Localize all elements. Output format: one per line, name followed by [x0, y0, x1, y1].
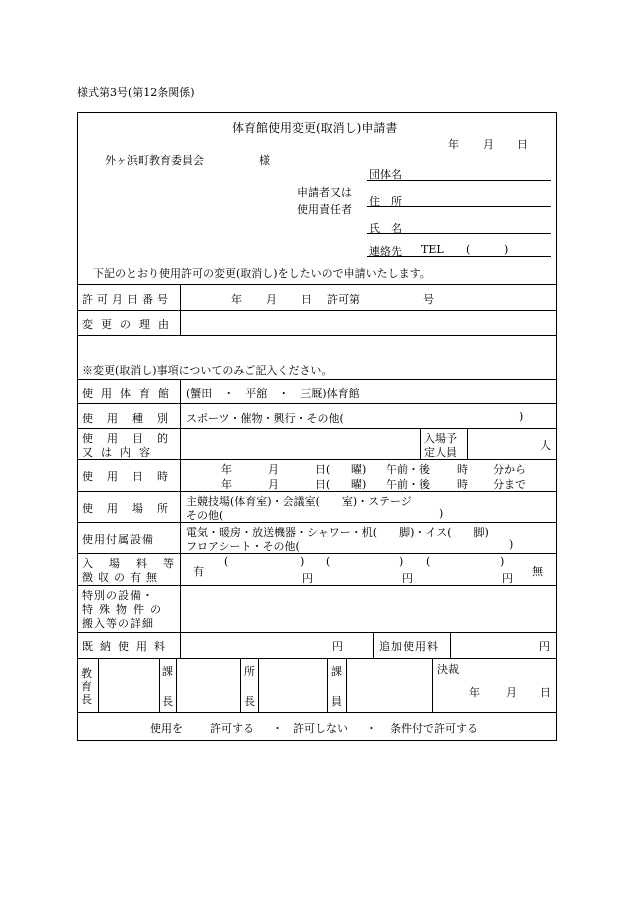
address-line[interactable]: [367, 206, 551, 207]
special-label-1: 特別の設備・: [82, 589, 154, 602]
shocho-2: 長: [244, 695, 255, 708]
type-label: 使用種別: [82, 412, 182, 425]
gym-label: 使用体育館: [82, 387, 177, 400]
kain-1: 課: [331, 665, 342, 678]
purpose-label-2: 又は内容: [82, 446, 158, 459]
contact-label: 連絡先: [369, 245, 402, 258]
name-line[interactable]: [367, 233, 551, 234]
contact-line[interactable]: [367, 256, 551, 257]
dt2-ampm: 午前・後: [386, 478, 430, 491]
entrants-label-1: 入場予: [424, 432, 457, 445]
row-divider: [77, 403, 557, 404]
dt1-year: 年: [221, 463, 232, 476]
fee-paren-2: ): [300, 555, 305, 568]
col-divider: [450, 632, 451, 658]
result-label: 使用を: [150, 722, 183, 735]
fee-label-1: 入場料等: [82, 557, 190, 570]
kessai-year: 年: [469, 686, 480, 699]
purpose-label-1: 使用目的: [82, 432, 182, 445]
row-divider: [77, 335, 557, 336]
result-permit[interactable]: 許可する: [210, 722, 254, 735]
addressee: 外ヶ浜町教育委員会: [105, 154, 204, 167]
col-divider: [98, 658, 99, 712]
result-sep-2: ・: [366, 722, 377, 735]
group-name-line[interactable]: [367, 180, 551, 181]
equipment-close: ): [509, 538, 514, 551]
group-name-label: 団体名: [369, 168, 402, 181]
col-divider: [180, 284, 181, 310]
row-divider: [77, 553, 557, 554]
entrants-label-2: 定人員: [424, 446, 457, 459]
dt1-min: 分から: [493, 463, 526, 476]
col-divider: [467, 428, 468, 459]
shocho-1: 所: [244, 665, 255, 678]
intro-text: 下記のとおり使用許可の変更(取消し)をしたいので申請いたします。: [93, 267, 431, 280]
paid-label: 既納使用料: [82, 640, 172, 653]
fee-yen-3: 円: [502, 572, 513, 585]
dt1-day: 日(: [315, 463, 331, 476]
fee-label-2: 徴収の有無: [82, 571, 162, 584]
dt1-hour: 時: [457, 463, 468, 476]
dt2-hour: 時: [457, 478, 468, 491]
kyoikucho-3: 長: [81, 693, 92, 706]
result-sep-1: ・: [272, 722, 283, 735]
special-label-2: 特殊物件の: [82, 603, 167, 616]
col-divider: [240, 658, 241, 712]
dt2-min: 分まで: [493, 478, 526, 491]
fee-paren-5: (: [426, 555, 431, 568]
col-divider: [180, 310, 181, 335]
permit-label: [82, 291, 174, 307]
kyoikucho-2: 育: [81, 680, 92, 693]
equipment-label: 使用付属設備: [82, 533, 154, 546]
tel-label: TEL: [421, 243, 444, 256]
tel-paren-open: (: [466, 243, 471, 256]
equipment-line1: 電気・暖房・放送機器・シャワー・机( 脚)・イス( 脚): [186, 526, 489, 539]
note-text: ※変更(取消し)事項についてのみご記入ください。: [82, 364, 333, 377]
fee-yen-2: 円: [402, 572, 413, 585]
permit-no-label: 許可第: [327, 293, 360, 306]
name-label: 氏 名: [369, 222, 402, 235]
permit-year: 年: [231, 293, 242, 306]
fee-yes: 有: [193, 565, 204, 578]
extra-yen: 円: [539, 640, 550, 653]
kessai-month: 月: [506, 686, 517, 699]
result-deny[interactable]: 許可しない: [293, 722, 348, 735]
kyoikucho-1: 教: [81, 667, 92, 680]
extra-fee-label: 追加使用料: [379, 640, 439, 653]
dt1-month: 月: [268, 463, 279, 476]
entrants-unit: 人: [540, 439, 551, 452]
date-day: 日: [517, 138, 528, 151]
dt2-month: 月: [268, 478, 279, 491]
dt2-day: 日(: [315, 478, 331, 491]
col-divider: [258, 658, 259, 712]
permit-day: 日: [301, 293, 312, 306]
address-label: 住 所: [369, 195, 402, 208]
equipment-line2: フロアシート・その他(: [186, 540, 300, 553]
dt1-ampm: 午前・後: [386, 463, 430, 476]
permit-label-text: 許可月日番号: [82, 293, 172, 306]
special-label-3: 搬入等の詳細: [82, 617, 154, 630]
kacho-2: 長: [162, 695, 173, 708]
type-close: ): [519, 410, 524, 423]
row-divider: [77, 522, 557, 523]
row-divider: [77, 310, 557, 311]
date-month: 月: [483, 138, 494, 151]
paid-yen: 円: [332, 640, 343, 653]
col-divider: [420, 428, 421, 459]
fee-paren-1: (: [224, 555, 229, 568]
type-value: スポーツ・催物・興行・その他(: [186, 412, 344, 425]
kacho-1: 課: [162, 665, 173, 678]
gym-value: (蟹田 ・ 平舘 ・ 三厩)体育館: [186, 387, 360, 400]
row-divider: [77, 379, 557, 380]
col-divider: [373, 632, 374, 658]
datetime-label: 使用日時: [82, 470, 182, 483]
kessai-day: 日: [540, 686, 551, 699]
place-line1: 主競技場(体育室)・会議室( 室)・ステージ: [186, 495, 412, 508]
dt2-weekday: 曜): [351, 478, 367, 491]
kessai-label: 決裁: [437, 663, 459, 676]
row-divider: [77, 632, 557, 633]
place-close: ): [439, 507, 444, 520]
place-line2: その他(: [186, 509, 224, 522]
dt2-year: 年: [221, 478, 232, 491]
addressee-honorific: 様: [259, 154, 270, 167]
date-year: 年: [448, 138, 459, 151]
row-divider: [77, 712, 557, 713]
row-divider: [77, 658, 557, 659]
kain-2: 員: [331, 695, 342, 708]
col-divider: [432, 658, 433, 712]
tel-paren-close: ): [504, 243, 509, 256]
fee-paren-4: ): [399, 555, 404, 568]
col-divider: [176, 658, 177, 712]
permit-month: 月: [266, 293, 277, 306]
col-divider: [180, 632, 181, 658]
result-conditional[interactable]: 条件付で許可する: [390, 722, 478, 735]
form-title: 体育館使用変更(取消し)申請書: [232, 121, 398, 135]
row-divider: [77, 428, 557, 429]
fee-paren-3: (: [326, 555, 331, 568]
applicant-label-1: 申請者又は: [297, 186, 352, 199]
fee-paren-6: ): [500, 555, 505, 568]
reason-label: 変更の理由: [82, 318, 177, 331]
form-number: 様式第3号(第12条関係): [77, 86, 195, 99]
row-divider: [77, 284, 557, 285]
col-divider: [159, 658, 160, 712]
row-divider: [77, 585, 557, 586]
permit-number-suffix: 号: [423, 293, 434, 306]
col-divider: [346, 658, 347, 712]
fee-yen-1: 円: [302, 572, 313, 585]
applicant-label-2: 使用責任者: [297, 203, 352, 216]
col-divider: [327, 658, 328, 712]
place-label: 使用場所: [82, 502, 182, 515]
fee-no: 無: [532, 565, 543, 578]
dt1-weekday: 曜): [351, 463, 367, 476]
